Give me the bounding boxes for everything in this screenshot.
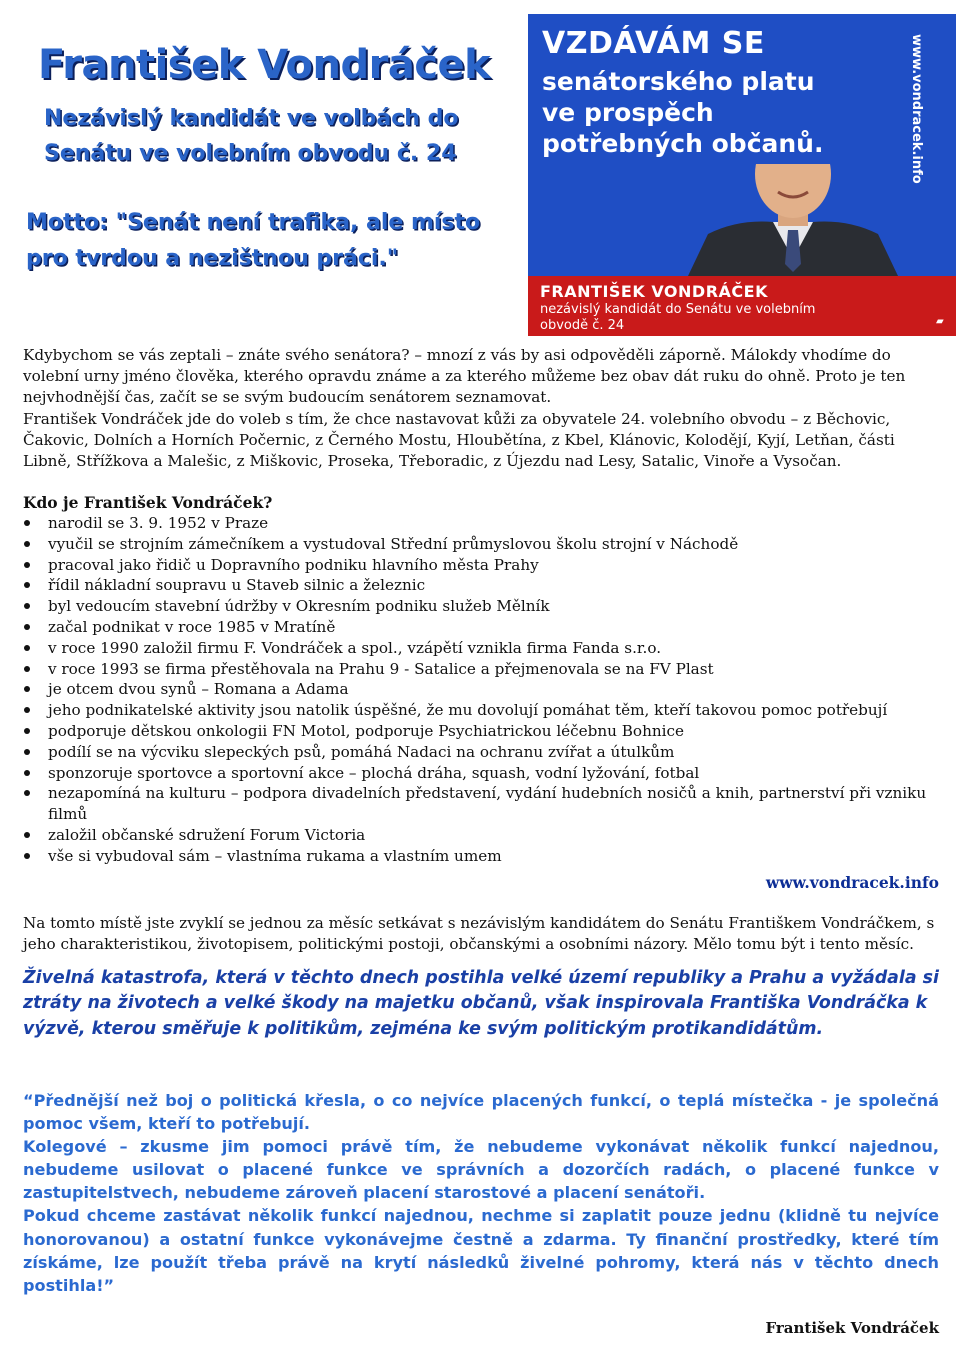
intro-paragraph-1: Kdybychom se vás zeptali – znáte svého senátora? – mnozí z vás by asi odpověděli záporně. Málokdy vhodíme do volební urny jméno člověka, kterého opravdu známe a za kterého můžeme bez obav dát ruku do ohně. Proto je ten nejvhodnější čas, začít se se svým budoucím senátorem seznamovat.: [23, 346, 906, 406]
poster-url: www.vondracek.info: [909, 34, 924, 184]
quote-paragraph-1: “Přednější než boj o politická křesla, o co nejvíce placených funkcí, o teplá místečka - je společná pomoc všem, kteří to potřebují.: [23, 1091, 939, 1134]
candidate-quote: [23, 1089, 939, 1297]
list-item: byl vedoucím stavební údržby v Okresním podniku služeb Mělník: [23, 596, 943, 617]
list-item: vše si vybudoval sám – vlastníma rukama a vlastním umem: [23, 846, 943, 867]
campaign-poster: [528, 14, 956, 336]
monthly-note: Na tomto místě jste zvyklí se jednou za měsíc setkávat s nezávislým kandidátem do Senátu Františkem Vondráčkem, s jeho charakteristikou, životopisem, politickými postoji, občanskými a osobními názory. Mělo tomu být i tento měsíc.: [23, 914, 935, 953]
poster-headline: VZDÁVÁM SE: [542, 26, 765, 61]
bio-list: [23, 513, 943, 867]
poster-claim: senátorského platu ve prospěch potřebných občanů.: [542, 67, 824, 158]
candidate-name-title: František Vondráček: [38, 42, 491, 88]
poster-caption: nezávislý kandidát do Senátu ve volebním obvodě č. 24: [540, 302, 816, 333]
list-item: vyučil se strojním zámečníkem a vystudoval Střední průmyslovou školu strojní v Náchodě: [23, 534, 943, 555]
list-item: začal podnikat v roce 1985 v Mratíně: [23, 617, 943, 638]
list-item: nezapomíná na kulturu – podpora divadelních představení, vydání hudebních nosičů a knih, partnerství při vzniku filmů: [23, 783, 943, 825]
signature: František Vondráček: [765, 1319, 939, 1337]
list-item: založil občanské sdružení Forum Victoria: [23, 825, 943, 846]
list-item: je otcem dvou synů – Romana a Adama: [23, 679, 943, 700]
candidate-subtitle: Nezávislý kandidát ve volbách do Senátu ve volebním obvodu č. 24: [44, 106, 459, 166]
list-item: jeho podnikatelské aktivity jsou natolik úspěšné, že mu dovolují pomáhat těm, kteří takovou pomoc potřebují: [23, 700, 943, 721]
list-item: narodil se 3. 9. 1952 v Praze: [23, 513, 943, 534]
candidate-photo: [678, 164, 908, 276]
motto: Motto: "Senát není trafika, ale místo pro tvrdou a nezištnou práci.": [26, 210, 481, 271]
list-item: řídil nákladní soupravu u Staveb silnic a železnic: [23, 575, 943, 596]
poster-candidate-name: FRANTIŠEK VONDRÁČEK: [540, 282, 768, 301]
quote-paragraph-2: Kolegové – zkusme jim pomoci právě tím, že nebudeme vykonávat několik funkcí najednou, nebudeme usilovat o placené funkce ve správních a dozorčích radách, o placené funkce v zastupitelstvech, nebudeme zároveň placení starostové a placení senátoři.: [23, 1137, 939, 1203]
website-link[interactable]: www.vondracek.info: [765, 873, 939, 892]
list-item: sponzoruje sportovce a sportovní akce – plochá dráha, squash, vodní lyžování, fotbal: [23, 763, 943, 784]
list-item: podporuje dětskou onkologii FN Motol, podporuje Psychiatrickou léčebnu Bohnice: [23, 721, 943, 742]
list-item: podílí se na výcviku slepeckých psů, pomáhá Nadaci na ochranu zvířat a útulkům: [23, 742, 943, 763]
quote-paragraph-3: Pokud chceme zastávat několik funkcí najednou, nechme si zaplatit pouze jednu (klidně tu nejvíce honorovanou) a ostatní funkce vykonávejme čestně a zdarma. Ty finanční prostředky, které tím získáme, lze použít třeba právě na krytí následků živelné pohromy, která nás v těchto dnech postihla!”: [23, 1206, 939, 1295]
disaster-highlight: Živelná katastrofa, která v těchto dnech postihla velké území republiky a Prahu a vyžádala si ztráty na životech a velké škody na majetku občanů, však inspirovala Františka Vondráčka k výzvě, kterou směřuje k politikům, zejména ke svým politickým protikandidátům.: [23, 968, 939, 1039]
poster-logo-icon: ▰: [936, 316, 944, 327]
list-item: v roce 1993 se firma přestěhovala na Prahu 9 - Satalice a přejmenovala se na FV Plast: [23, 659, 943, 680]
intro-paragraph-2: František Vondráček jde do voleb s tím, že chce nastavovat kůži za obyvatele 24. volebního obvodu – z Běchovic, Čakovic, Dolních a Horních Počernic, z Černého Mostu, Hloubětína, z Kbel, Klánovic, Kolodějí, Kyjí, Letňan, části Libně, Střížkova a Malešic, z Miškovic, Proseka, Třeboradic, z Újezdu nad Lesy, Satalic, Vinoře a Vysočan.: [23, 410, 895, 470]
list-item: pracoval jako řidič u Dopravního podniku hlavního města Prahy: [23, 555, 943, 576]
list-item: v roce 1990 založil firmu F. Vondráček a spol., vzápětí vznikla firma Fanda s.r.o.: [23, 638, 943, 659]
bio-heading: Kdo je František Vondráček?: [23, 493, 273, 512]
